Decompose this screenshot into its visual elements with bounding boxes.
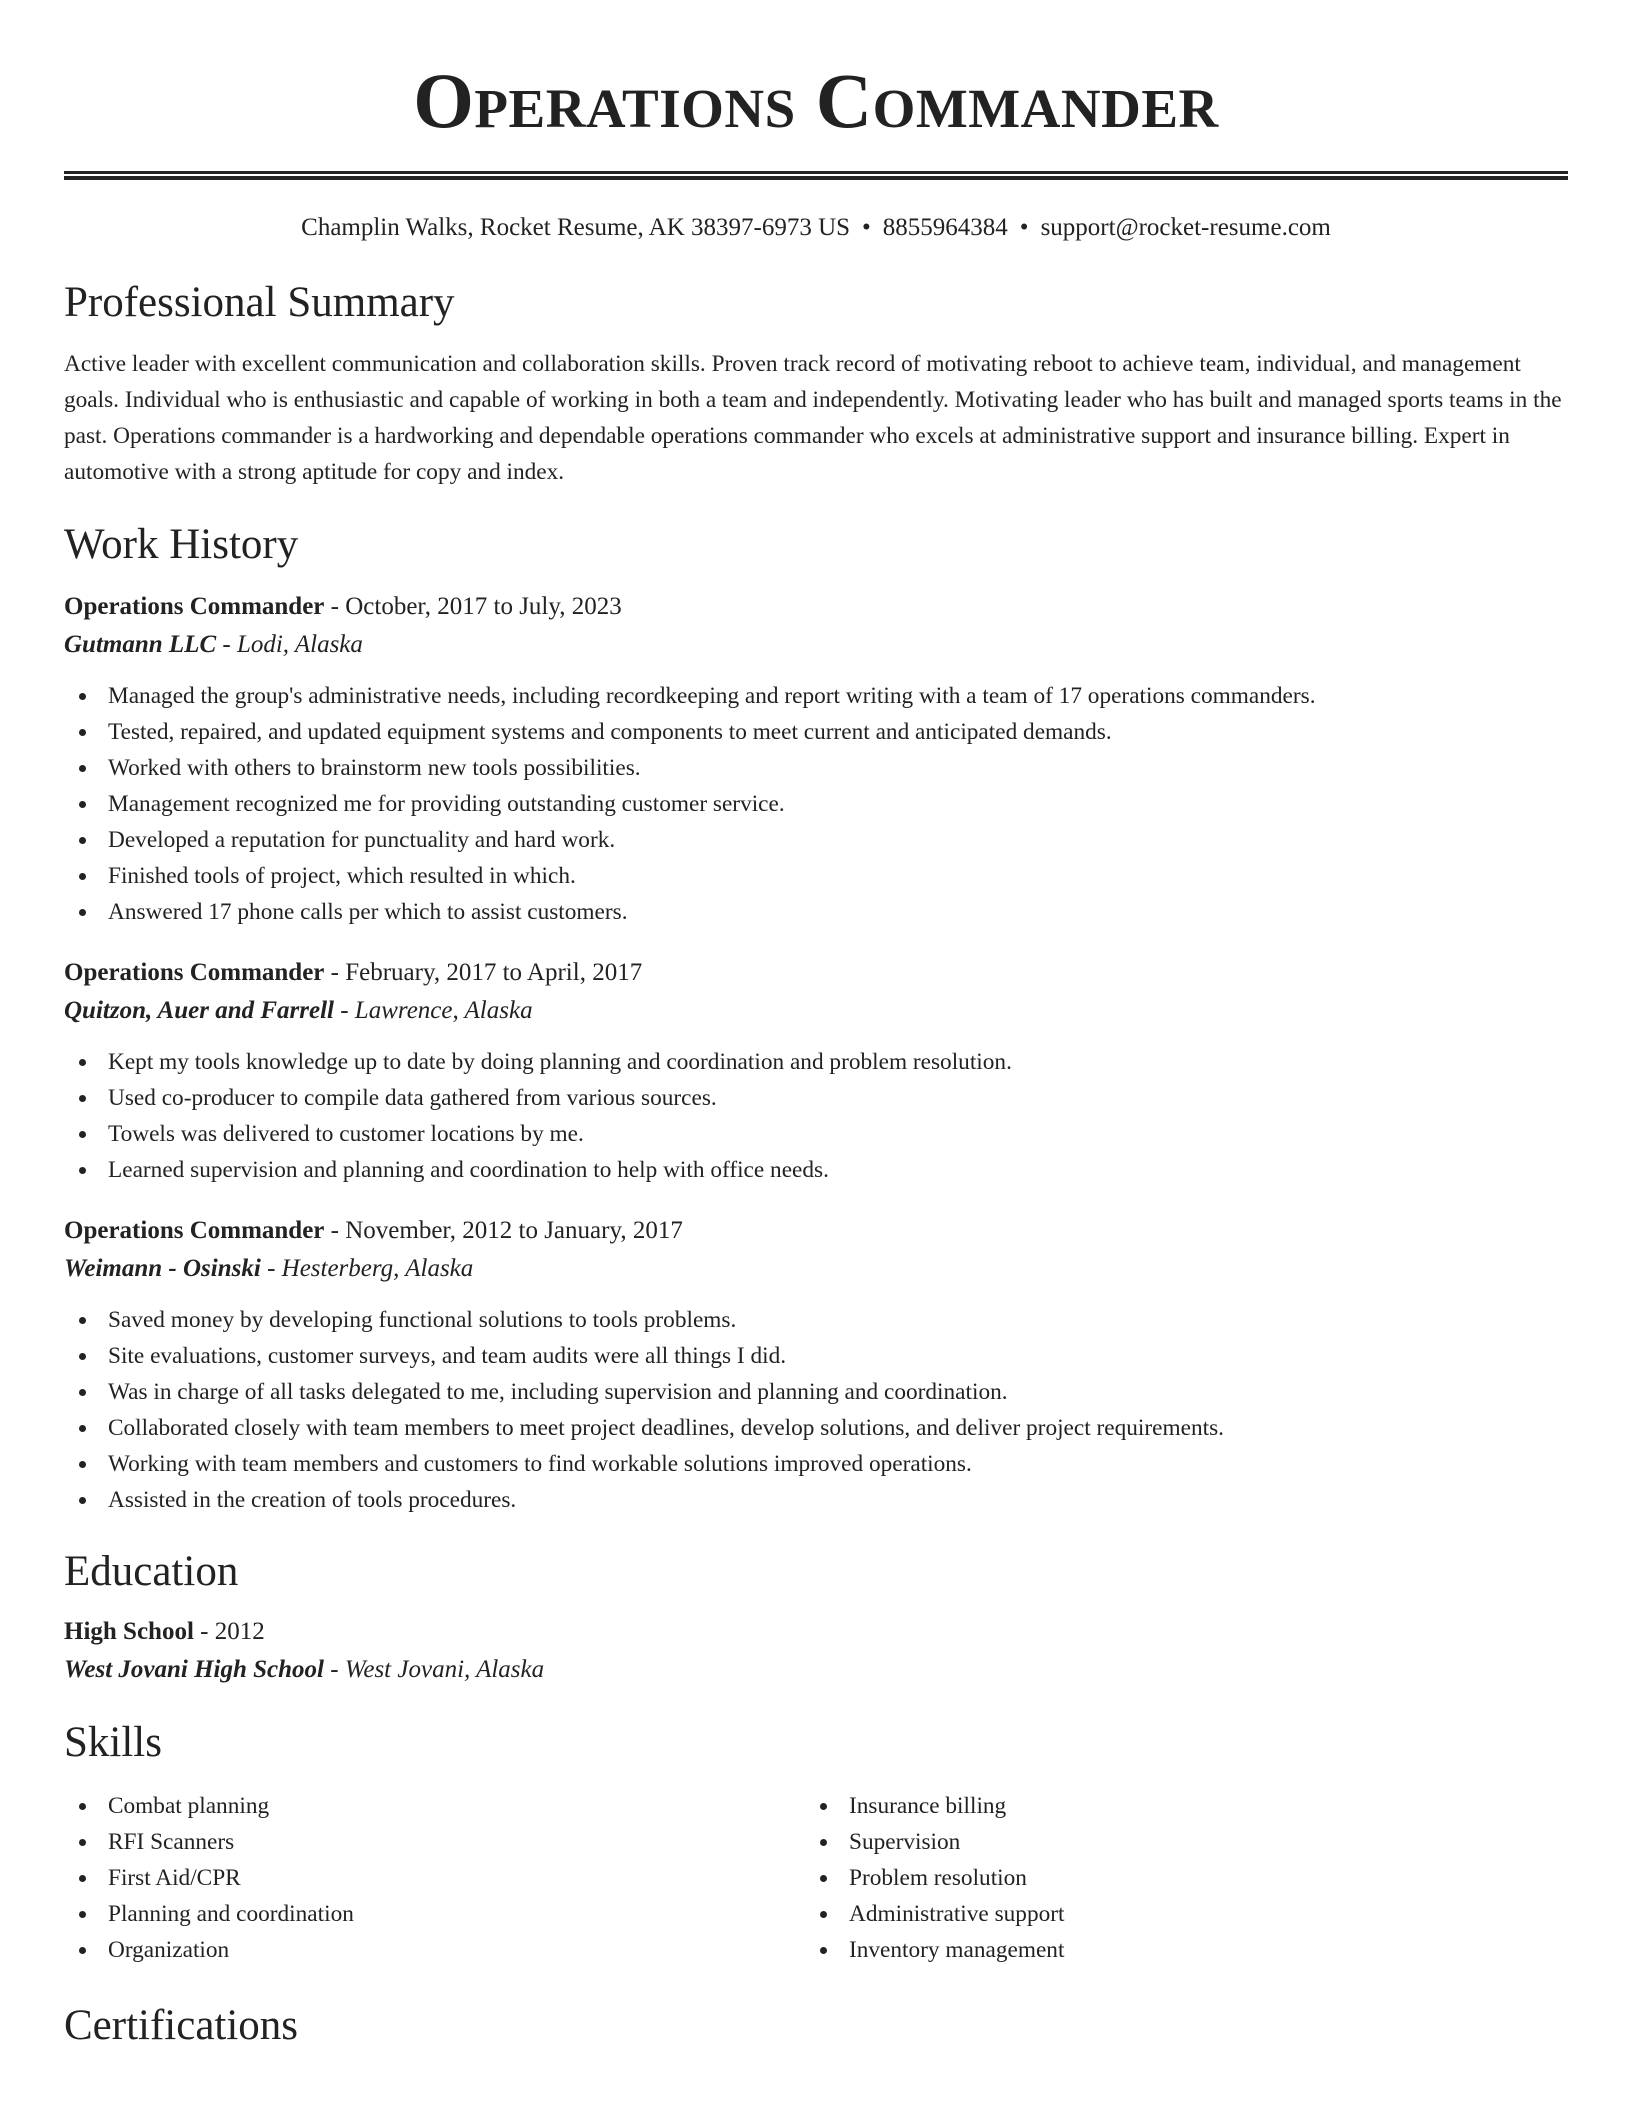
skills-list [64, 1788, 1568, 1968]
list-item-text: Managed the group's administrative needs, including recordkeeping and report writing with a team of 17 operations commanders. [108, 682, 1316, 709]
list-item [64, 1338, 1568, 1374]
job-title-line [64, 958, 1568, 988]
list-item-text: Towels was delivered to customer locations by me. [108, 1120, 584, 1147]
bullet-dot-icon [79, 729, 86, 736]
job-company: Gutmann LLC [64, 630, 217, 658]
bullet-dot-icon [820, 1875, 827, 1882]
list-item [805, 1788, 1546, 1824]
list-item-text: Supervision [849, 1829, 961, 1856]
job-role: Operations Commander [64, 592, 325, 620]
list-item-text: Learned supervision and planning and coordination to help with office needs. [108, 1156, 829, 1183]
list-item [64, 1374, 1568, 1410]
list-item-text: Assisted in the creation of tools procedures. [108, 1486, 517, 1513]
list-item [64, 750, 1568, 786]
education-school-line [64, 1655, 1568, 1685]
bullet-dot-icon [79, 1389, 86, 1396]
bullet-dot-icon [79, 1803, 86, 1810]
job-bullets [64, 1302, 1568, 1518]
contact-email: support@rocket-resume.com [1040, 214, 1331, 241]
education-year: - 2012 [193, 1617, 265, 1645]
list-item [805, 1932, 1546, 1968]
job-company-line [64, 996, 1568, 1026]
certifications-heading: Certifications [64, 2002, 299, 2050]
bullet-dot-icon [79, 1425, 86, 1432]
job-entry [64, 1216, 1568, 1518]
candidate-name: Operations Commander [413, 57, 1219, 144]
job-role: Operations Commander [64, 958, 325, 986]
list-item [64, 1446, 1568, 1482]
list-item [64, 1116, 1568, 1152]
job-entry [64, 958, 1568, 1188]
contact-separator: • [862, 214, 871, 241]
list-item [64, 894, 1568, 930]
skills-column-right [805, 1788, 1546, 1968]
list-item-text: Insurance billing [849, 1793, 1007, 1820]
bullet-dot-icon [820, 1947, 827, 1954]
education-entry [64, 1617, 1568, 1685]
job-location: - Hesterberg, Alaska [260, 1254, 474, 1282]
list-item [64, 786, 1568, 822]
bullet-dot-icon [79, 873, 86, 880]
bullet-dot-icon [79, 1095, 86, 1102]
summary-heading: Professional Summary [64, 279, 455, 326]
job-bullets [64, 678, 1568, 930]
bullet-dot-icon [79, 909, 86, 916]
list-item [64, 1788, 805, 1824]
contact-line [64, 213, 1568, 243]
education-location: - West Jovani, Alaska [324, 1655, 545, 1683]
header-divider [64, 171, 1568, 180]
bullet-dot-icon [79, 1497, 86, 1504]
bullet-dot-icon [79, 1059, 86, 1066]
list-item [64, 678, 1568, 714]
list-item [805, 1896, 1546, 1932]
bullet-dot-icon [79, 1131, 86, 1138]
job-bullets [64, 1044, 1568, 1188]
contact-address: Champlin Walks, Rocket Resume, AK 38397-6973 US [301, 214, 851, 241]
bullet-dot-icon [79, 1461, 86, 1468]
job-company: Quitzon, Auer and Farrell [64, 996, 334, 1024]
list-item [64, 1896, 805, 1932]
job-dates: - November, 2012 to January, 2017 [324, 1216, 683, 1244]
bullet-dot-icon [79, 1875, 86, 1882]
list-item-text: Planning and coordination [108, 1901, 354, 1928]
bullet-dot-icon [79, 1353, 86, 1360]
contact-separator: • [1019, 214, 1029, 241]
bullet-dot-icon [820, 1911, 827, 1918]
education-degree-line [64, 1617, 1568, 1647]
list-item-text: Worked with others to brainstorm new tools possibilities. [108, 754, 641, 781]
job-dates: - October, 2017 to July, 2023 [324, 592, 622, 620]
bullet-dot-icon [79, 1839, 86, 1846]
job-company-line [64, 630, 1568, 660]
list-item-text: Administrative support [849, 1901, 1065, 1928]
list-item-text: RFI Scanners [108, 1829, 235, 1856]
list-item [64, 1860, 805, 1896]
list-item-text: Working with team members and customers to find workable solutions improved operations. [108, 1450, 972, 1477]
list-item-text: Was in charge of all tasks delegated to me, including supervision and planning and coordination. [108, 1378, 1008, 1405]
work-history-heading: Work History [64, 521, 299, 569]
list-item-text: Tested, repaired, and updated equipment systems and components to meet current and anticipated demands. [108, 718, 1112, 745]
job-title-line [64, 1216, 1568, 1246]
list-item [805, 1860, 1546, 1896]
list-item [64, 1824, 805, 1860]
list-item [64, 1932, 805, 1968]
summary-text: Active leader with excellent communication and collaboration skills. Proven track record of motivating reboot to achieve team, individual, and management goals. Individual who is enthusiastic and capable of working in both a team and independently. Motivating leader who has built and managed sports teams in the past. Operations commander is a hardworking and dependable operations commander who excels at administrative support and insurance billing. Expert in automotive with a strong aptitude for copy and index. [64, 351, 1562, 486]
list-item-text: Developed a reputation for punctuality and hard work. [108, 826, 616, 853]
list-item [64, 822, 1568, 858]
bullet-dot-icon [79, 1911, 86, 1918]
skills-column-left [64, 1788, 805, 1968]
list-item [64, 714, 1568, 750]
list-item [64, 1482, 1568, 1518]
list-item [64, 1410, 1568, 1446]
list-item [64, 1302, 1568, 1338]
list-item-text: Used co-producer to compile data gathered from various sources. [108, 1084, 717, 1111]
bullet-dot-icon [79, 765, 86, 772]
job-dates: - February, 2017 to April, 2017 [324, 958, 643, 986]
list-item [64, 1080, 1568, 1116]
bullet-dot-icon [820, 1839, 827, 1846]
resume-page [64, 0, 1568, 2049]
bullet-dot-icon [820, 1803, 827, 1810]
list-item-text: First Aid/CPR [108, 1865, 241, 1892]
job-company-line [64, 1254, 1568, 1284]
list-item-text: Management recognized me for providing outstanding customer service. [108, 790, 785, 817]
job-location: - Lodi, Alaska [216, 630, 363, 658]
list-item-text: Kept my tools knowledge up to date by doing planning and coordination and problem resolution. [108, 1048, 1012, 1075]
list-item-text: Finished tools of project, which resulted in which. [108, 862, 576, 889]
education-school: West Jovani High School [64, 1655, 324, 1683]
list-item [64, 1044, 1568, 1080]
list-item-text: Answered 17 phone calls per which to assist customers. [108, 898, 628, 925]
skills-heading: Skills [64, 1718, 162, 1766]
job-title-line [64, 592, 1568, 622]
list-item-text: Inventory management [849, 1937, 1065, 1964]
bullet-dot-icon [79, 1947, 86, 1954]
list-item-text: Combat planning [108, 1793, 270, 1820]
education-degree: High School [64, 1617, 194, 1645]
list-item-text: Saved money by developing functional solutions to tools problems. [108, 1306, 737, 1333]
list-item [64, 1152, 1568, 1188]
job-location: - Lawrence, Alaska [333, 996, 533, 1024]
list-item-text: Collaborated closely with team members to meet project deadlines, develop solutions, and deliver project requirements. [108, 1414, 1224, 1441]
bullet-dot-icon [79, 801, 86, 808]
job-role: Operations Commander [64, 1216, 325, 1244]
list-item-text: Problem resolution [849, 1865, 1027, 1892]
list-item [64, 858, 1568, 894]
contact-phone: 8855964384 [882, 214, 1008, 241]
bullet-dot-icon [79, 1167, 86, 1174]
job-entry [64, 592, 1568, 930]
list-item-text: Site evaluations, customer surveys, and team audits were all things I did. [108, 1342, 787, 1369]
bullet-dot-icon [79, 693, 86, 700]
bullet-dot-icon [79, 837, 86, 844]
job-company: Weimann - Osinski [64, 1254, 261, 1282]
list-item-text: Organization [108, 1937, 230, 1964]
education-heading: Education [64, 1547, 239, 1595]
work-history-list [64, 592, 1568, 1518]
list-item [805, 1824, 1546, 1860]
bullet-dot-icon [79, 1317, 86, 1324]
